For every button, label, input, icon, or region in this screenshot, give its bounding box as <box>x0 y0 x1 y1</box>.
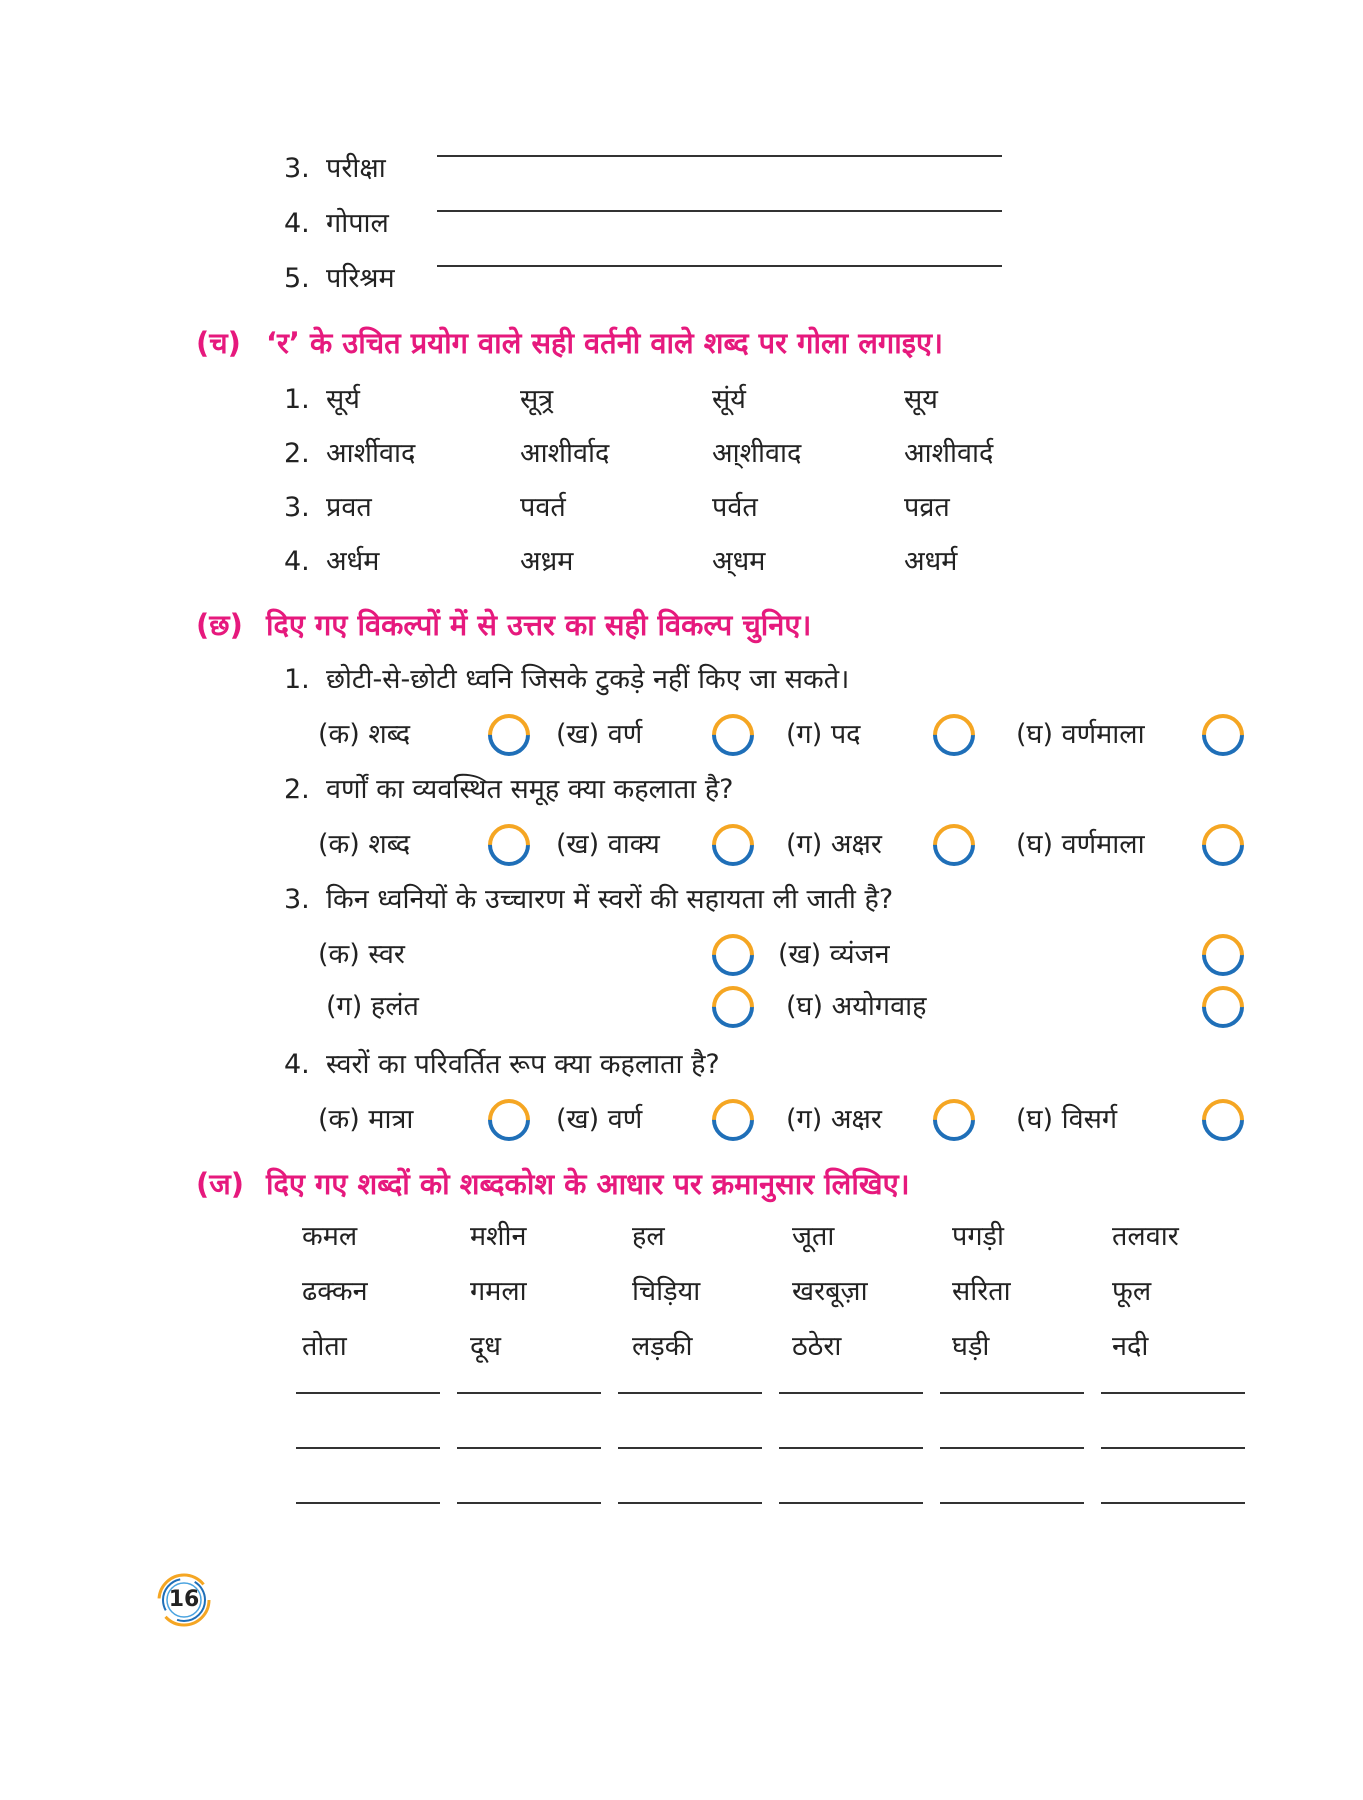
question-num: 3. <box>284 884 310 915</box>
answer-circle[interactable] <box>1193 705 1252 764</box>
answer-line[interactable] <box>618 1502 762 1504</box>
answer-line[interactable] <box>779 1392 923 1394</box>
word: घड़ी <box>952 1331 990 1362</box>
mcq-option: (ख) वर्ण <box>556 1104 643 1135</box>
word: खरबूज़ा <box>792 1276 868 1307</box>
answer-circle[interactable] <box>479 705 538 764</box>
word: हल <box>632 1221 665 1252</box>
section-title: दिए गए विकल्पों में से उत्तर का सही विकल्प चुनिए। <box>266 608 812 642</box>
word: नदी <box>1112 1331 1149 1362</box>
word: मशीन <box>470 1221 527 1252</box>
mcq-option: (ख) व्यंजन <box>778 939 890 970</box>
answer-line[interactable] <box>779 1502 923 1504</box>
answer-line[interactable] <box>940 1392 1084 1394</box>
word-option[interactable]: प्रवत <box>326 492 372 523</box>
question-text: किन ध्वनियों के उच्चारण में स्वरों की सहायता ली जाती है? <box>326 884 894 915</box>
mcq-option: (क) शब्द <box>318 829 411 860</box>
answer-line[interactable] <box>457 1502 601 1504</box>
word: चिड़िया <box>632 1276 701 1307</box>
word-option[interactable]: पर्वत <box>712 492 758 523</box>
answer-circle[interactable] <box>1193 925 1252 984</box>
answer-circle[interactable] <box>1193 1090 1252 1149</box>
word-option[interactable]: अध्रम <box>520 546 574 577</box>
answer-line[interactable] <box>618 1392 762 1394</box>
word-option[interactable]: सूंर्य <box>712 384 746 415</box>
answer-line[interactable] <box>940 1447 1084 1449</box>
word: तलवार <box>1112 1221 1179 1252</box>
question-text: वर्णों का व्यवस्थित समूह क्या कहलाता है? <box>326 774 734 805</box>
word: तोता <box>302 1331 347 1362</box>
answer-circle[interactable] <box>924 1090 983 1149</box>
item-num: 3. <box>284 153 310 184</box>
answer-line[interactable] <box>1101 1447 1245 1449</box>
word: फूल <box>1112 1276 1152 1307</box>
answer-circle[interactable] <box>479 815 538 874</box>
mcq-option: (ख) वर्ण <box>556 719 643 750</box>
answer-line[interactable] <box>296 1392 440 1394</box>
question-num: 2. <box>284 774 310 805</box>
answer-circle[interactable] <box>703 705 762 764</box>
word: पगड़ी <box>952 1221 1004 1252</box>
answer-circle[interactable] <box>703 925 762 984</box>
mcq-option: (घ) वर्णमाला <box>1016 829 1145 860</box>
answer-line[interactable] <box>296 1447 440 1449</box>
question-num: 4. <box>284 1049 310 1080</box>
word: ठठेरा <box>792 1331 842 1362</box>
word-option[interactable]: अर्धम <box>326 546 380 577</box>
answer-circle[interactable] <box>924 815 983 874</box>
word-option[interactable]: आशीवार्द <box>904 438 994 469</box>
item-num: 5. <box>284 263 310 294</box>
mcq-option: (क) स्वर <box>318 939 405 970</box>
section-marker: (ज) <box>196 1167 245 1201</box>
answer-circle[interactable] <box>703 977 762 1036</box>
row-num: 1. <box>284 384 310 415</box>
answer-line[interactable] <box>1101 1392 1245 1394</box>
answer-line[interactable] <box>618 1447 762 1449</box>
word: जूता <box>792 1221 835 1252</box>
answer-line[interactable] <box>779 1447 923 1449</box>
word-option[interactable]: पवर्त <box>520 492 566 523</box>
answer-circle[interactable] <box>1193 815 1252 874</box>
answer-line[interactable] <box>1101 1502 1245 1504</box>
word-option[interactable]: सूत्र्र <box>520 384 554 415</box>
answer-line[interactable] <box>437 265 1002 267</box>
mcq-option: (ग) अक्षर <box>786 1104 882 1135</box>
word-option[interactable]: सूर्य <box>326 384 360 415</box>
answer-line[interactable] <box>457 1447 601 1449</box>
question-text: छोटी-से-छोटी ध्वनि जिसके टुकड़े नहीं किए जा सकते। <box>326 664 850 695</box>
section-title: दिए गए शब्दों को शब्दकोश के आधार पर क्रमानुसार लिखिए। <box>266 1167 910 1201</box>
row-num: 2. <box>284 438 310 469</box>
answer-line[interactable] <box>940 1502 1084 1504</box>
mcq-option: (क) मात्रा <box>318 1104 414 1135</box>
answer-line[interactable] <box>437 155 1002 157</box>
question-text: स्वरों का परिवर्तित रूप क्या कहलाता है? <box>326 1049 720 1080</box>
item-word: परीक्षा <box>326 153 386 184</box>
word: दूध <box>470 1331 501 1362</box>
word-option[interactable]: आर्शीवाद <box>326 438 416 469</box>
mcq-option: (ख) वाक्य <box>556 829 660 860</box>
word: कमल <box>302 1221 358 1252</box>
word-option[interactable]: अ्धम <box>712 546 766 577</box>
word: गमला <box>470 1276 527 1307</box>
section-title: ‘र’ के उचित प्रयोग वाले सही वर्तनी वाले शब्द पर गोला लगाइए। <box>266 326 943 360</box>
word-option[interactable]: आ्शीवाद <box>712 438 802 469</box>
word: ढक्कन <box>302 1276 368 1307</box>
mcq-option: (घ) विसर्ग <box>1016 1104 1118 1135</box>
item-word: गोपाल <box>326 208 389 239</box>
mcq-option: (घ) अयोगवाह <box>786 991 927 1022</box>
item-word: परिश्रम <box>326 263 395 294</box>
answer-circle[interactable] <box>924 705 983 764</box>
mcq-option: (क) शब्द <box>318 719 411 750</box>
mcq-option: (घ) वर्णमाला <box>1016 719 1145 750</box>
answer-circle[interactable] <box>703 815 762 874</box>
word-option[interactable]: पव्रत <box>904 492 950 523</box>
answer-circle[interactable] <box>479 1090 538 1149</box>
section-marker: (च) <box>196 326 241 360</box>
question-num: 1. <box>284 664 310 695</box>
row-num: 4. <box>284 546 310 577</box>
mcq-option: (ग) हलंत <box>326 991 419 1022</box>
word-option[interactable]: सूय <box>904 384 938 415</box>
word: लड़की <box>632 1331 693 1362</box>
row-num: 3. <box>284 492 310 523</box>
mcq-option: (ग) अक्षर <box>786 829 882 860</box>
page-number: 16 <box>168 1587 200 1612</box>
mcq-option: (ग) पद <box>786 719 861 750</box>
answer-circle[interactable] <box>703 1090 762 1149</box>
answer-line[interactable] <box>296 1502 440 1504</box>
word-option[interactable]: आशीर्वाद <box>520 438 610 469</box>
answer-circle[interactable] <box>1193 977 1252 1036</box>
word: सरिता <box>952 1276 1011 1307</box>
word-option[interactable]: अधर्म <box>904 546 958 577</box>
section-marker: (छ) <box>196 608 243 642</box>
answer-line[interactable] <box>457 1392 601 1394</box>
item-num: 4. <box>284 208 310 239</box>
answer-line[interactable] <box>437 210 1002 212</box>
